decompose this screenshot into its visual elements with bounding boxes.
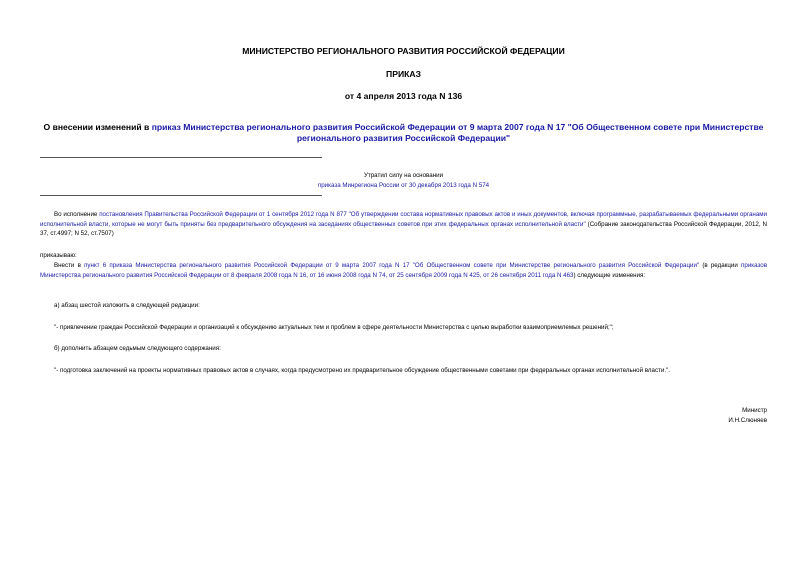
paragraph-amendment [40,261,767,280]
quote-b-text: "- подготовка заключений на проекты нормативных правовых актов в случаях, когда предусмотрено их предварительное обсуждение общественными советами при федеральных органах исполнительной власти.". [54,367,670,374]
signature-block [728,406,767,426]
status-note [40,171,767,191]
item-a [40,301,767,311]
document-title [40,122,767,144]
preamble-suffix: (Собрание законодательства Российской Федерации, 2012, N 37, ст.4997; N 52, ст.7507) [40,220,767,238]
order-word: приказываю: [40,252,77,259]
quote-a [40,323,767,333]
signature-position: Министр [742,407,767,414]
document-type: ПРИКАЗ [386,69,421,79]
preamble-prefix: Во исполнение [54,211,100,218]
amendment-editions-link[interactable]: приказов Министерства регионального развития Российской Федерации от 8 февраля 2008 года N 16, от 16 июня 2008 года N 74, от 25 сентября 2009 года N 425, от 26 сентября 2011 года N 463 [40,262,767,279]
amendment-intro: Внести в [54,262,85,269]
amendment-edition-prefix: (в редакции [699,262,742,269]
amendment-suffix: ) следующие изменения: [573,271,646,279]
title-prefix: О внесении изменений в [43,122,152,132]
quote-b [40,366,767,376]
status-note-text: Утратил силу на основании [363,172,444,179]
ministry-heading: МИНИСТЕРСТВО РЕГИОНАЛЬНОГО РАЗВИТИЯ РОССИЙСКОЙ ФЕДЕРАЦИИ [242,46,565,56]
amendment-order-link[interactable]: пункт 6 приказа Министерства регионального развития Российской Федерации от 9 марта 2007 года N 17 "Об Общественном совете при Министерстве регионального развития Российской Федерации" [84,262,700,269]
document-date-number: от 4 апреля 2013 года N 136 [344,91,463,101]
preamble-decree-link[interactable]: постановления Правительства Российской Федерации от 1 сентября 2012 года N 877 "Об утверждении состава нормативных правовых актов и иных документов, включая программные, разрабатываемых федеральными органами исполнительной власти, которые не могут быть приняты без предварительного обсуждения на заседаниях общественных советов при этих федеральных органах исполнительной власти" [40,211,767,228]
divider-bottom [40,195,322,196]
status-note-link[interactable]: приказа Минрегиона России от 30 декабря 2013 года N 574 [317,182,490,189]
divider-top [40,157,322,158]
title-order-link[interactable]: приказ Министерства регионального развития Российской Федерации от 9 марта 2007 года N 17 "Об Общественном совете при Министерстве регионального развития Российской Федерации" [151,122,764,143]
signature-name: И.Н.Слюняев [728,417,767,424]
item-a-text: а) абзац шестой изложить в следующей редакции: [54,302,200,309]
quote-a-text: "- привлечение граждан Российской Федерации и организаций к обсуждению актуальных тем и проблем в сфере деятельности Министерства с целью выработки взаимоприемлемых решений;"; [54,324,614,331]
paragraph-preamble [40,210,767,239]
item-b-text: б) дополнить абзацем седьмым следующего содержания: [54,345,221,352]
item-b [40,344,767,354]
